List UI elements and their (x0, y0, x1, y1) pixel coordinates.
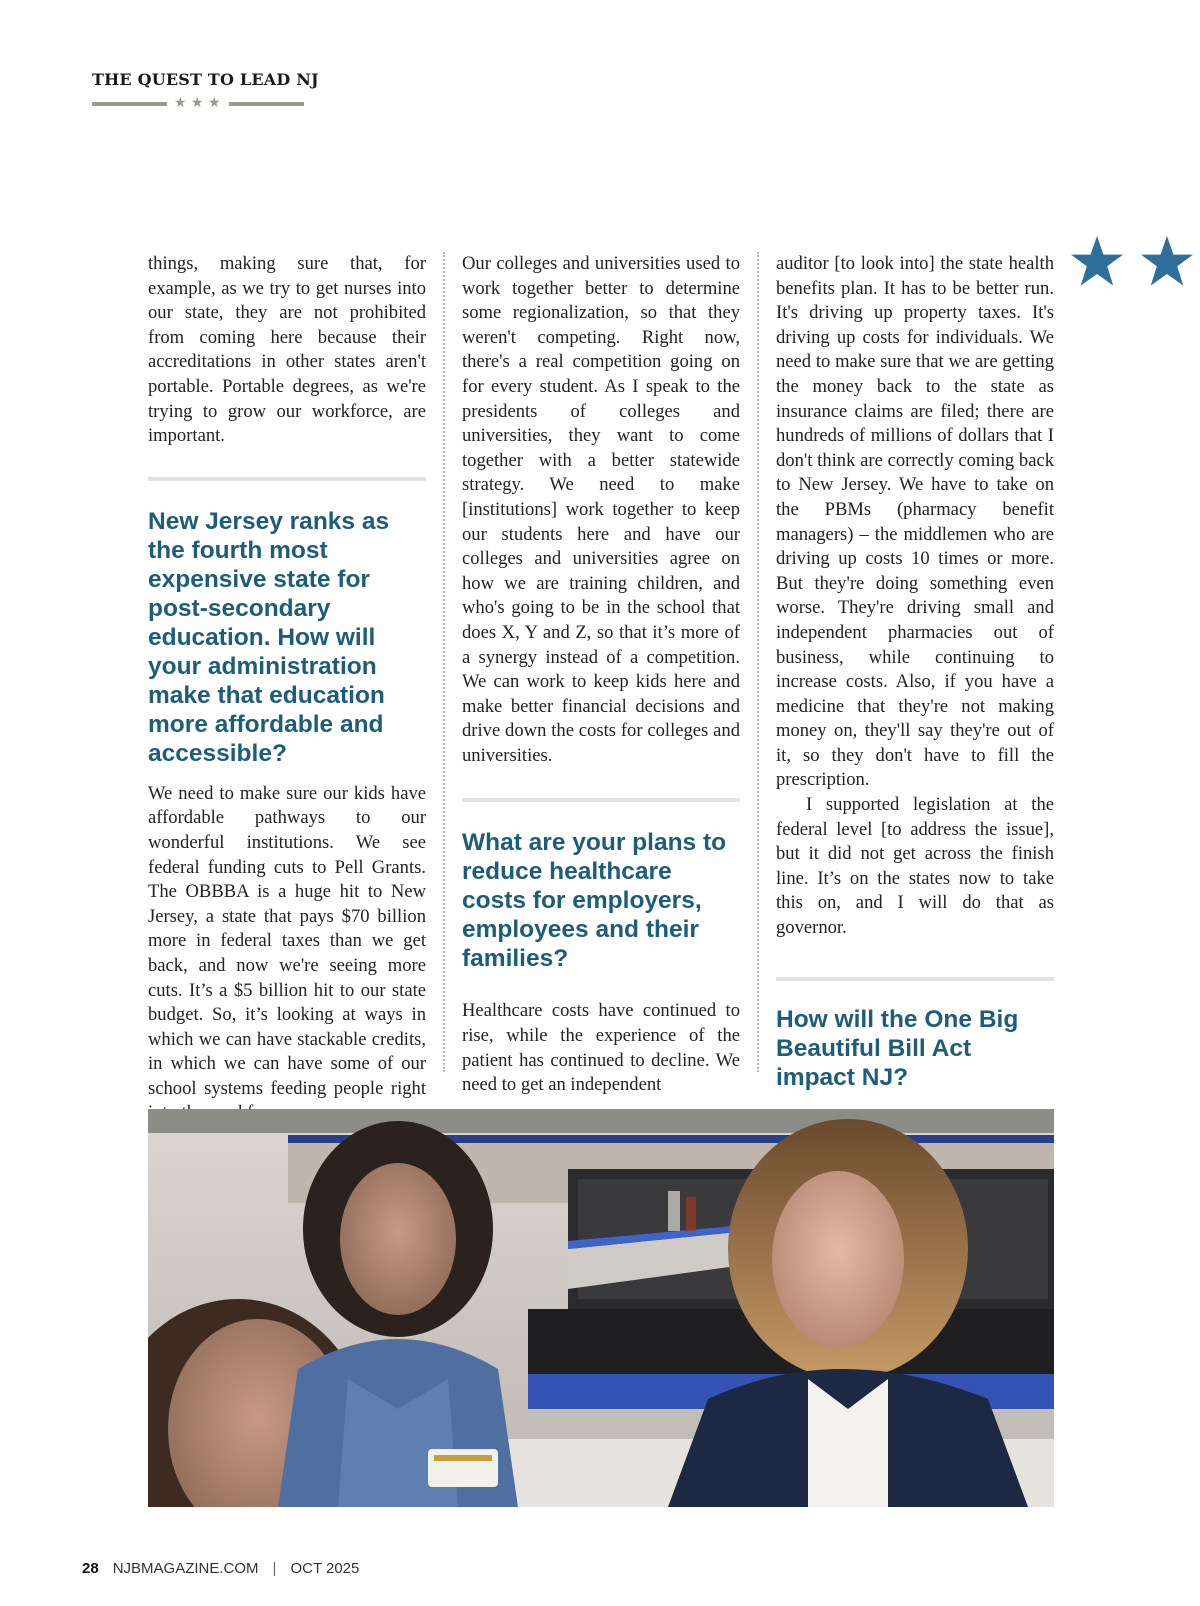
star-icon (1140, 236, 1194, 288)
star-icon: ★ (174, 96, 187, 111)
column-divider (443, 252, 445, 1072)
star-icon: ★ (208, 96, 221, 111)
page-footer (82, 1560, 359, 1577)
photo-illustration (148, 1109, 1054, 1507)
column-divider (757, 252, 759, 1072)
footer-date: OCT 2025 (290, 1560, 360, 1577)
star-icon: ★ (191, 96, 204, 111)
section-label: THE QUEST TO LEAD NJ (92, 70, 319, 89)
body-paragraph: Healthcare costs have continued to rise, while the experience of the patient has continued to decline. We need to get an independent (462, 1000, 740, 1096)
section-separator (776, 977, 1054, 981)
feature-photo (148, 1109, 1054, 1507)
star-icon (1070, 236, 1124, 288)
footer-site: NJBMAGAZINE.COM (112, 1560, 259, 1577)
body-paragraph: I supported legislation at the federal level [to address the issue], but it did not get across the finish line. It’s on the states now to take this on, and I will do that as governor. (776, 794, 1054, 939)
column-2 (462, 252, 740, 1098)
section-separator (462, 798, 740, 802)
body-paragraph: things, making sure that, for example, as we try to get nurses into our state, they are not prohibited from coming here because their accreditations in other states aren't portable. Portable degrees, as we're trying to grow our workforce, are important. (148, 253, 426, 447)
body-paragraph: auditor [to look into] the state health benefits plan. It has to be better run. It's driving up property taxes. It's driving up costs for individuals. We need to make sure that we are getting the money back to the state as insurance claims are filed; there are hundreds of millions of dollars that I don't think are correctly coming back to New Jersey. We have to take on the PBMs (pharmacy benefit managers) – the middlemen who are driving up costs 10 times or more. But they're doing something even worse. They're driving small and independent pharmacies out of business, while continuing to increase costs. Also, if you have a medicine that they're not making money on, they'll say they're out of it, so they don't have to fill the prescription. (776, 253, 1054, 791)
body-paragraph: We need to make sure our kids have affordable pathways to our wonderful institutions. We see federal funding cuts to Pell Grants. The OBBBA is a huge hit to New Jersey, a state that pays $70 billion more in federal taxes than we get back, and now we're seeing more cuts. It’s a $5 billion hit to our state budget. So, it’s looking at ways in which we can have stackable credits, in which we can have some of our school systems feeding people right (148, 782, 426, 1099)
footer-separator: | (272, 1560, 277, 1577)
question-heading: New Jersey ranks as the fourth most expensive state for post-secondary education. How will your administration make that education more affordable and accessible? (148, 507, 390, 767)
column-3 (776, 252, 1054, 1092)
question-heading: What are your plans to reduce healthcare costs for employers, employees and their families? (462, 829, 727, 973)
page-number: 28 (82, 1560, 99, 1577)
section-separator (148, 477, 426, 481)
header-rule (92, 94, 304, 114)
column-1 (148, 252, 426, 1126)
body-paragraph: Our colleges and universities used to work together better to determine some regionalization, so that they weren't competing. Right now, there's a real competition going on for every student. As I speak to the presidents of colleges and universities, they want to come together with a better statewide strategy. We need to make [institutions] work together to keep our students here and have our colleges and universities agree on how we are training children, and who's going to be in the school that does X, Y and Z, so that it’s more of a synergy instead of a competition. We can work to keep kids here and make better financial decisions and drive down the costs for colleges and universities. (462, 253, 740, 766)
question-heading: How will the One Big Beautiful Bill Act impact NJ? (776, 1005, 1019, 1091)
rule-line-left (92, 102, 167, 106)
rule-line-right (229, 102, 304, 106)
